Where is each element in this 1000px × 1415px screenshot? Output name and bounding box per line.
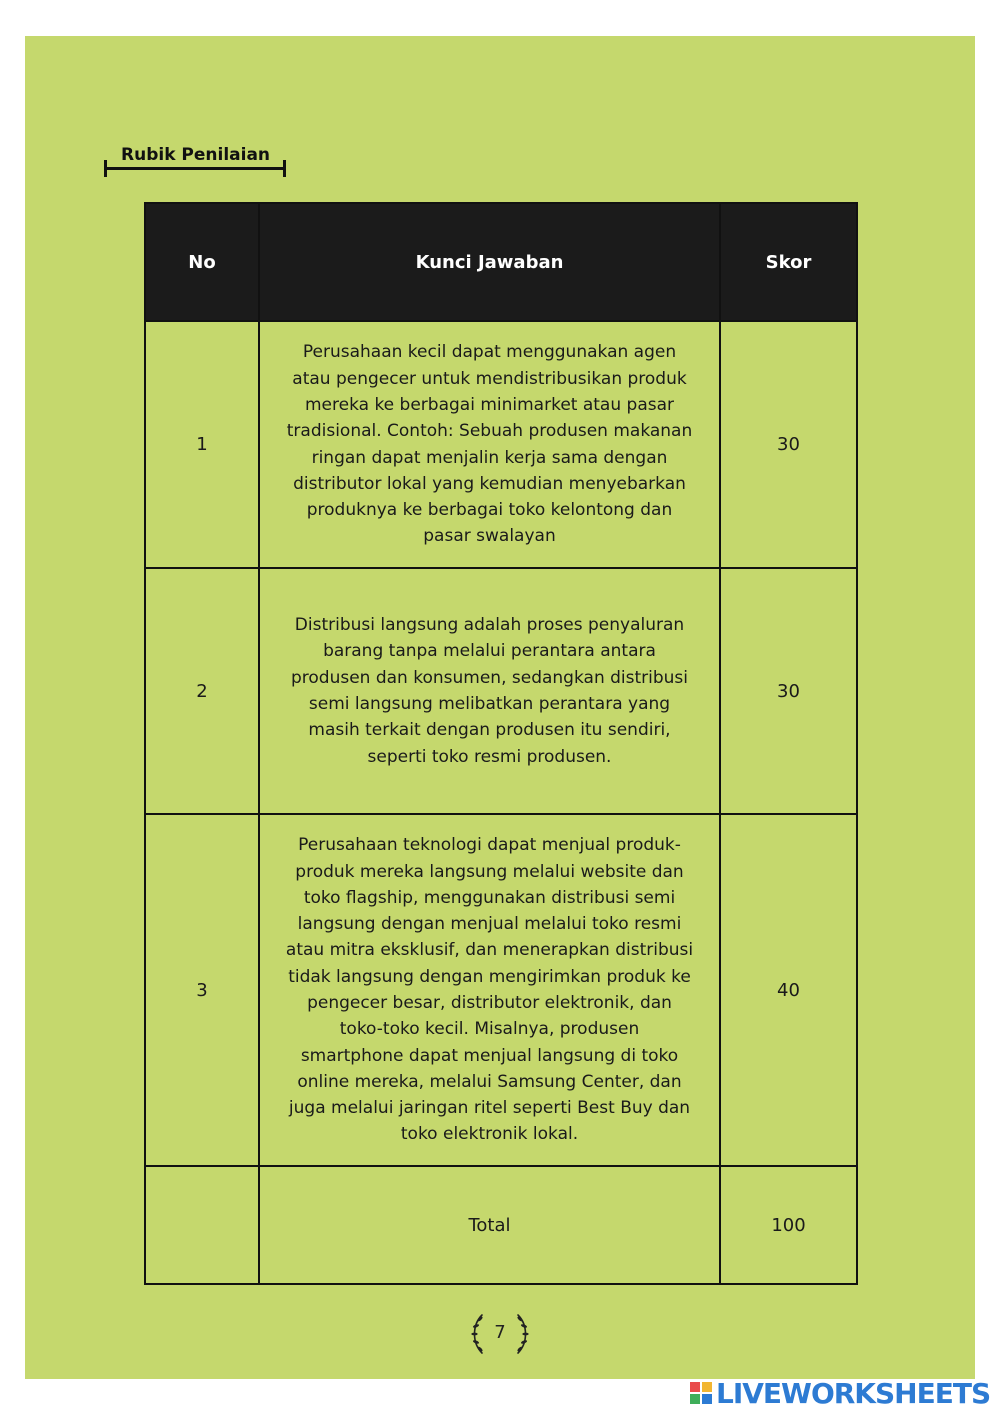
answer-line: produknya ke berbagai toko kelontong dan	[306, 500, 673, 521]
answer-line: produk mereka langsung melalui website dan	[295, 861, 684, 882]
row-number: 1	[145, 321, 259, 568]
heading-cap-right	[283, 160, 286, 177]
header-score: Skor	[720, 203, 857, 321]
table-row	[145, 568, 857, 814]
header-answer-key: Kunci Jawaban	[259, 203, 720, 321]
answer-line: Distribusi langsung adalah proses penyaluran	[294, 615, 685, 636]
answer-line: pasar swalayan	[423, 526, 556, 547]
answer-line: toko flagship, menggunakan distribusi semi	[303, 887, 676, 908]
answer-line: Perusahaan kecil dapat menggunakan agen	[302, 342, 677, 363]
answer-line: pengecer besar, distributor elektronik, dan	[307, 993, 672, 1013]
table-row	[145, 814, 857, 1166]
answer-line: barang tanpa melalui perantara antara	[323, 641, 656, 662]
answer-line: produsen dan konsumen, sedangkan distribusi	[290, 667, 689, 688]
answer-line: toko-toko kecil. Misalnya, produsen	[339, 1019, 640, 1040]
answer-line: smartphone dapat menjual langsung di toko	[300, 1045, 679, 1066]
answer-line: atau mitra eksklusif, dan menerapkan distribusi	[285, 940, 694, 961]
header-no: No	[145, 203, 259, 321]
table-header-row	[145, 203, 857, 321]
total-row	[145, 1166, 857, 1284]
answer-line: semi langsung melibatkan perantara yang	[308, 694, 671, 714]
liveworksheets-watermark	[690, 1378, 990, 1408]
answer-line: ringan dapat menjalin kerja sama dengan	[311, 447, 668, 468]
answer-key-cell	[259, 321, 720, 568]
page-number: 7	[494, 1322, 506, 1343]
answer-line: mereka ke berbagai minimarket atau pasar	[304, 394, 674, 415]
answer-line: tradisional. Contoh: Sebuah produsen makanan	[286, 421, 693, 442]
rubric-table	[144, 202, 858, 1285]
section-heading	[104, 145, 286, 179]
score-cell: 40	[720, 814, 857, 1166]
total-row-number	[145, 1166, 259, 1284]
heading-underline	[104, 167, 286, 170]
answer-line: juga melalui jaringan ritel seperti Best Buy dan	[288, 1098, 691, 1119]
answer-line: tidak langsung dengan mengirimkan produk ke	[288, 966, 691, 987]
answer-line: toko elektronik lokal.	[400, 1124, 579, 1145]
page-number-badge	[468, 1311, 532, 1357]
answer-key-cell	[259, 568, 720, 814]
table-row	[145, 321, 857, 568]
total-score: 100	[720, 1166, 857, 1284]
total-label: Total	[259, 1166, 720, 1284]
watermark-text: LIVEWORKSHEETS	[716, 1376, 991, 1410]
heading-title: Rubik Penilaian	[121, 145, 271, 165]
row-number: 3	[145, 814, 259, 1166]
answer-line: online mereka, melalui Samsung Center, dan	[297, 1071, 682, 1092]
answer-line: langsung dengan menjual melalui toko resmi	[297, 914, 682, 935]
liveworksheets-logo-icon	[690, 1382, 712, 1404]
answer-line: atau pengecer untuk mendistribusikan produk	[292, 368, 687, 389]
answer-line: Perusahaan teknologi dapat menjual produk-	[298, 835, 681, 856]
answer-line: seperti toko resmi produsen.	[367, 746, 612, 767]
score-cell: 30	[720, 321, 857, 568]
answer-line: distributor lokal yang kemudian menyebarkan	[293, 473, 686, 494]
heading-cap-left	[104, 160, 107, 177]
score-cell: 30	[720, 568, 857, 814]
answer-key-cell	[259, 814, 720, 1166]
answer-line: masih terkait dengan produsen itu sendiri,	[308, 720, 671, 741]
row-number: 2	[145, 568, 259, 814]
